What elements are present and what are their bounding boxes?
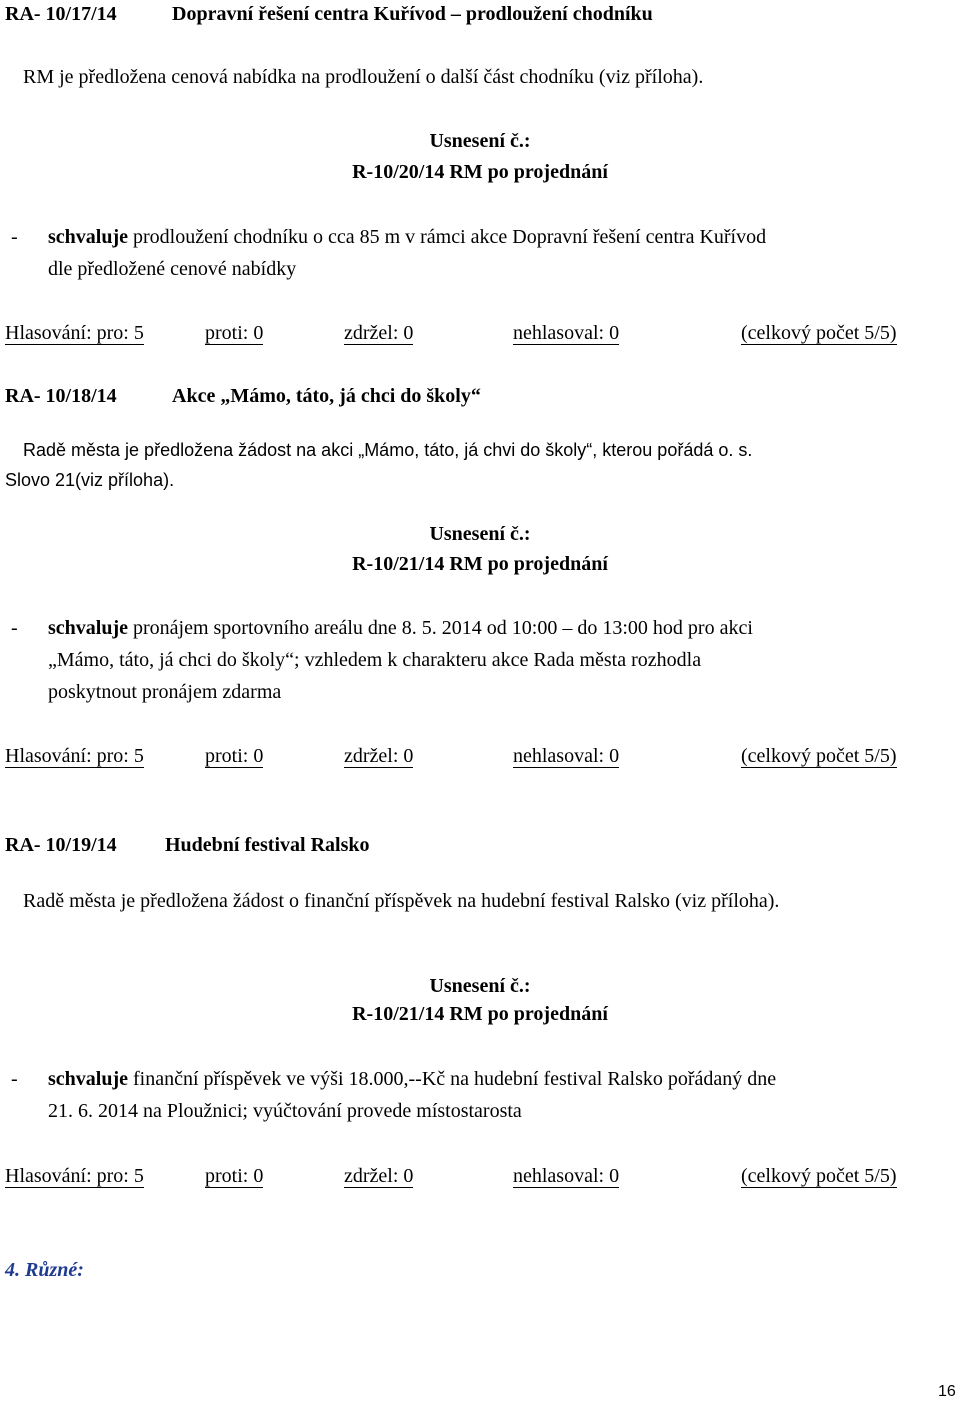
section-title: Dopravní řešení centra Kuřívod – prodloužení chodníku xyxy=(172,3,653,25)
vote-pro: Hlasování: pro: 5 xyxy=(5,322,144,344)
vote-proti: proti: 0 xyxy=(205,322,264,344)
resolution-text-line1: pronájem sportovního areálu dne 8. 5. 2014 od 10:00 – do 13:00 hod pro akci xyxy=(128,617,753,639)
usneseni-ref: R-10/20/14 RM po projednání xyxy=(352,161,608,183)
vote-zdrzel: zdržel: 0 xyxy=(344,1165,414,1187)
resolution-text xyxy=(48,1069,776,1089)
usneseni-label: Usnesení č.: xyxy=(429,523,531,545)
vote-nehlasoval: nehlasoval: 0 xyxy=(513,322,620,344)
vote-proti: proti: 0 xyxy=(205,1165,264,1187)
vote-celkem: (celkový počet 5/5) xyxy=(741,745,897,767)
vote-nehlasoval: nehlasoval: 0 xyxy=(513,1165,620,1187)
usneseni-ref: R-10/21/14 RM po projednání xyxy=(352,553,608,575)
resolution-text-line2: „Mámo, táto, já chci do školy“; vzhledem k charakteru akce Rada města rozhodla xyxy=(48,649,702,671)
vote-pro: Hlasování: pro: 5 xyxy=(5,1165,144,1187)
resolution-text-line2: 21. 6. 2014 na Ploužnici; vyúčtování provede místostarosta xyxy=(48,1100,522,1122)
section-intro: Radě města je předložena žádost o finanční příspěvek na hudební festival Ralsko (viz příloha). xyxy=(23,890,780,912)
section-heading-4: 4. Různé: xyxy=(5,1259,84,1281)
vote-zdrzel: zdržel: 0 xyxy=(344,745,414,767)
resolution-text-line2: dle předložené cenové nabídky xyxy=(48,258,297,280)
bullet: - xyxy=(11,226,18,248)
usneseni-label: Usnesení č.: xyxy=(429,975,531,997)
resolution-text xyxy=(48,618,753,638)
resolution-verb: schvaluje xyxy=(48,617,128,639)
section-code: RA- 10/18/14 xyxy=(5,385,117,407)
page-number: 16 xyxy=(938,1383,956,1400)
usneseni-label: Usnesení č.: xyxy=(429,130,531,152)
section-title: Hudební festival Ralsko xyxy=(165,834,370,856)
vote-celkem: (celkový počet 5/5) xyxy=(741,1165,897,1187)
section-code: RA- 10/17/14 xyxy=(5,3,117,25)
section-intro-line1: Radě města je předložena žádost na akci „Mámo, táto, já chvi do školy“, kterou pořádá o. s. xyxy=(23,440,753,460)
section-intro: RM je předložena cenová nabídka na prodloužení o další část chodníku (viz příloha). xyxy=(23,66,704,88)
resolution-text xyxy=(48,227,766,247)
section-title: Akce „Mámo, táto, já chci do školy“ xyxy=(172,385,481,407)
usneseni-ref: R-10/21/14 RM po projednání xyxy=(352,1003,608,1025)
vote-zdrzel: zdržel: 0 xyxy=(344,322,414,344)
vote-proti: proti: 0 xyxy=(205,745,264,767)
vote-nehlasoval: nehlasoval: 0 xyxy=(513,745,620,767)
section-code: RA- 10/19/14 xyxy=(5,834,117,856)
resolution-verb: schvaluje xyxy=(48,226,128,248)
resolution-text-line3: poskytnout pronájem zdarma xyxy=(48,681,282,703)
vote-pro: Hlasování: pro: 5 xyxy=(5,745,144,767)
resolution-verb: schvaluje xyxy=(48,1068,128,1090)
resolution-text-line1: prodloužení chodníku o cca 85 m v rámci akce Dopravní řešení centra Kuřívod xyxy=(128,226,767,248)
vote-celkem: (celkový počet 5/5) xyxy=(741,322,897,344)
bullet: - xyxy=(11,1068,18,1090)
bullet: - xyxy=(11,617,18,639)
section-intro-line2: Slovo 21(viz příloha). xyxy=(5,470,175,490)
resolution-text-line1: finanční příspěvek ve výši 18.000,--Kč na hudební festival Ralsko pořádaný dne xyxy=(128,1068,777,1090)
